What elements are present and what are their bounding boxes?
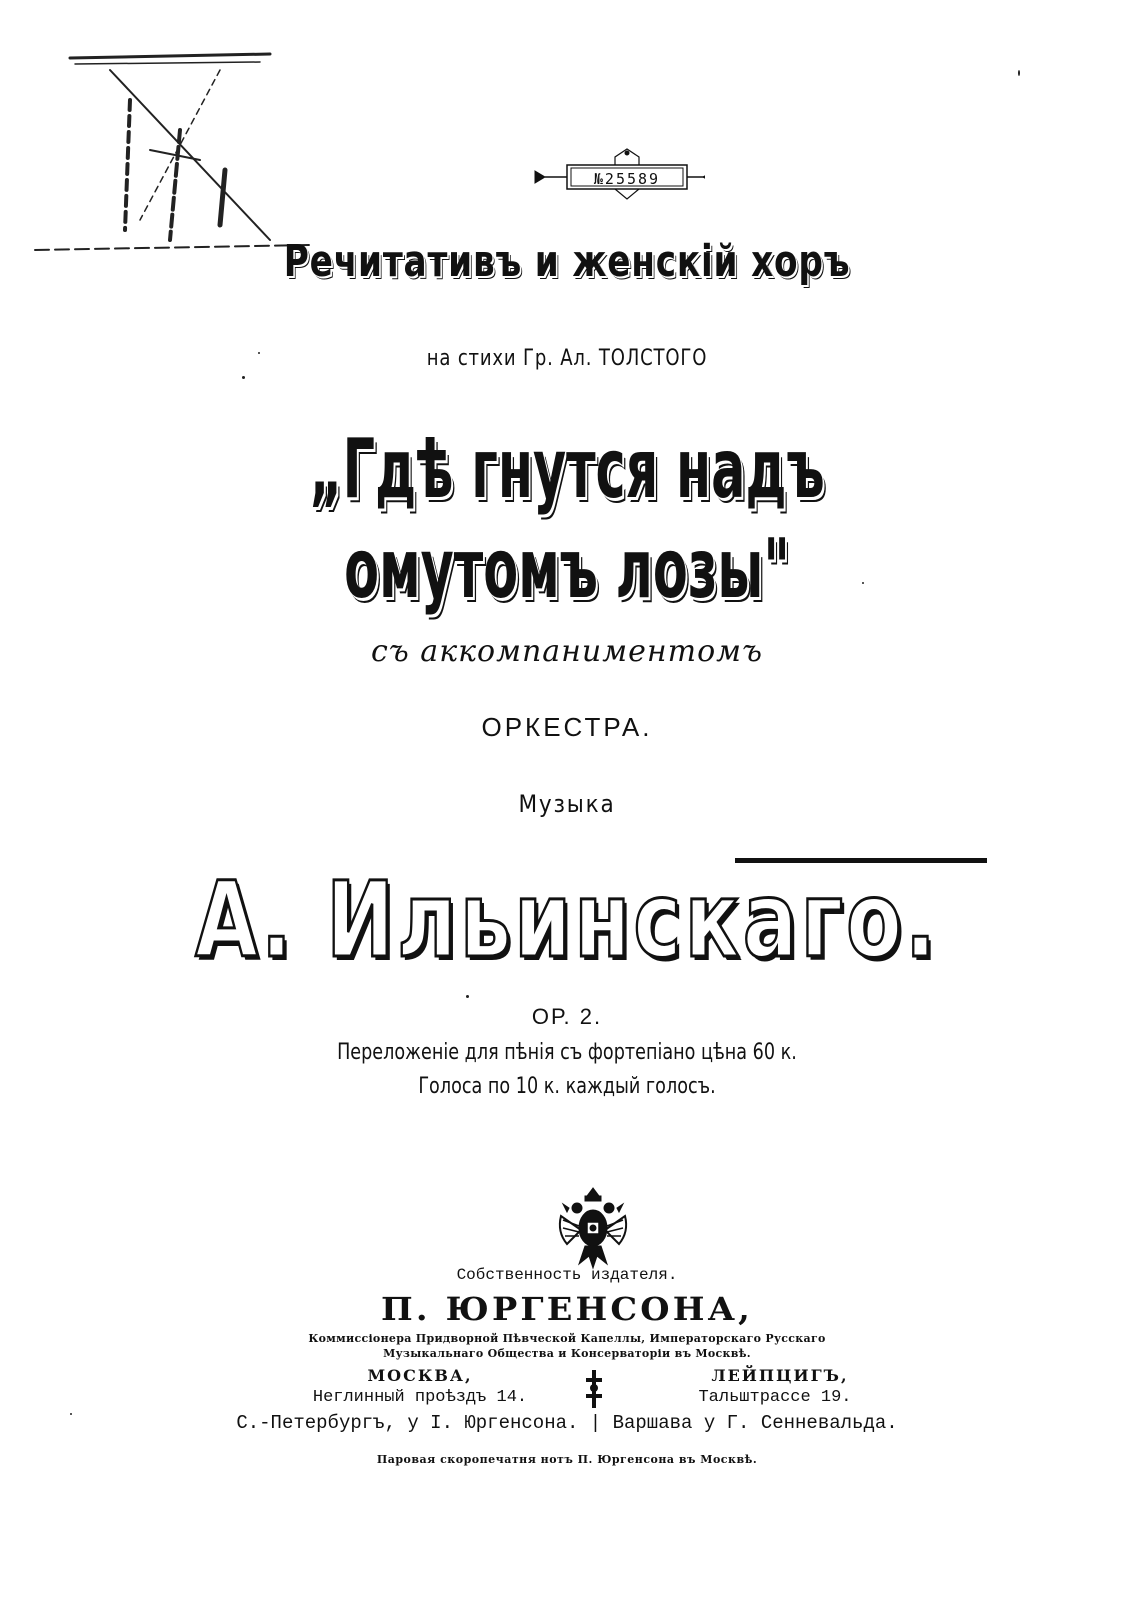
scan-speck [242,376,245,379]
orchestra-line: ОРКЕСТРА. [481,712,653,742]
owner-line: Собственность издателя. [456,1266,678,1284]
printer-line: Паровая скоропечатня нотъ П. Юргенсона въ Москвѣ. [376,1453,758,1466]
cross-ornament-icon [583,1368,605,1410]
accompaniment-line: съ аккомпаниментомъ [370,634,764,669]
subtitle: Речитативъ и женскій хоръ [283,236,851,287]
double-headed-eagle-icon [555,1186,631,1270]
opus-number: ОР. 2. [531,1004,603,1029]
address-leipzig: Тальштрассе 19. [698,1388,852,1407]
publisher-name: П. ЮРГЕНСОНА, [381,1290,753,1328]
branches-line: С.-Петербургъ, у I. Юргенсона. | Варшава у Г. Сенневальда. [236,1412,898,1434]
scan-speck [258,352,260,354]
main-title: „Гдѣ гнутся надъ омутомъ лозы" [309,422,825,617]
scan-speck [70,1413,72,1415]
music-line: Музыка [518,790,616,818]
arrangement-price-line: Переложеніе для пѣнія съ фортепіано цѣна 60 к. [337,1040,797,1065]
poet-line: на стихи Гр. Ал. ТОЛСТОГО [426,346,708,371]
publisher-description-2: Музыкальнаго Общества и Консерваторіи въ Москвѣ. [383,1347,751,1360]
composer-name: А. Ильинскаго. [195,859,939,981]
city-moscow: МОСКВА, [367,1366,473,1385]
city-leipzig: ЛЕЙПЦИГЪ, [711,1366,849,1385]
catalogue-number: №25589 [593,170,661,188]
voices-price-line: Голоса по 10 к. каждый голосъ. [418,1074,716,1099]
scan-speck [466,995,469,998]
scan-speck [862,582,864,584]
scan-speck [1018,70,1020,76]
publisher-description-1: Коммиссіонера Придворной Пѣвческой Капеллы, Императорскаго Русскаго [308,1332,826,1345]
address-moscow: Неглинный проѣздъ 14. [312,1388,528,1407]
